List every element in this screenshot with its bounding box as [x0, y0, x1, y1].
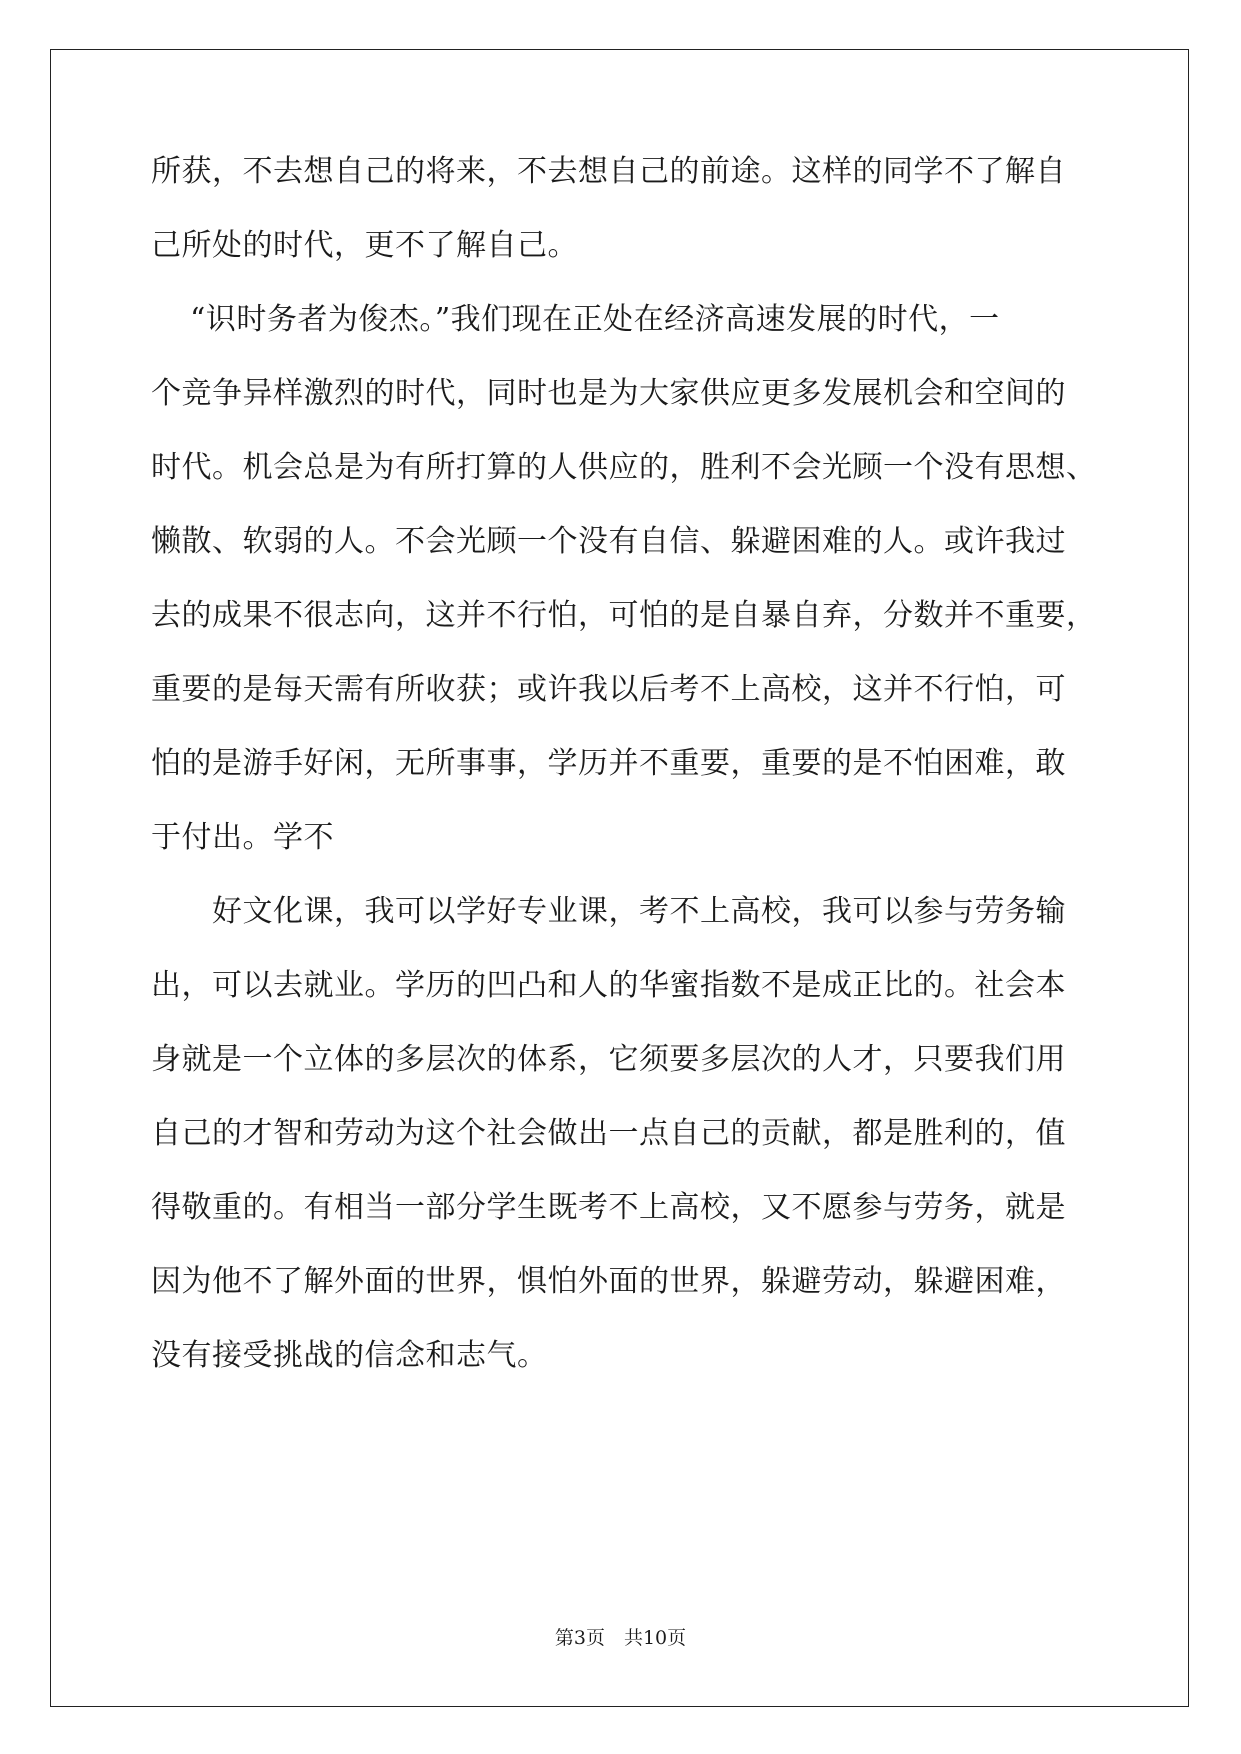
text-line: 没有接受挑战的信念和志气。: [151, 1338, 548, 1373]
page-number-footer: 第3页 共10页: [554, 1627, 687, 1649]
text-line: 所获，不去想自己的将来，不去想自己的前途。这样的同学不了解自: [151, 154, 1066, 189]
paragraph-first-line: 好文化课，我可以学好专业课，考不上高校，我可以参与劳务输: [212, 894, 1066, 929]
text-line: 得敬重的。有相当一部分学生既考不上高校，又不愿参与劳务，就是: [151, 1190, 1066, 1225]
page-border: [50, 49, 1189, 1707]
text-line: 身就是一个立体的多层次的体系，它须要多层次的人才，只要我们用: [151, 1042, 1066, 1077]
text-line: 自己的才智和劳动为这个社会做出一点自己的贡献，都是胜利的，值: [151, 1116, 1066, 1151]
text-line: 己所处的时代，更不了解自己。: [151, 228, 578, 263]
text-line: 去的成果不很志向，这并不行怕，可怕的是自暴自弃，分数并不重要，: [151, 598, 1097, 633]
text-line: 重要的是每天需有所收获；或许我以后考不上高校，这并不行怕，可: [151, 672, 1066, 707]
text-line: 个竞争异样激烈的时代，同时也是为大家供应更多发展机会和空间的: [151, 376, 1066, 411]
text-line: 怕的是游手好闲，无所事事，学历并不重要，重要的是不怕困难，敢: [151, 746, 1066, 781]
text-line: 懒散、软弱的人。不会光顾一个没有自信、躲避困难的人。或许我过: [151, 524, 1066, 559]
text-line: 时代。机会总是为有所打算的人供应的，胜利不会光顾一个没有思想、: [151, 450, 1097, 485]
paragraph-first-line: “识时务者为俊杰。”我们现在正处在经济高速发展的时代，一: [190, 302, 1000, 337]
text-line: 于付出。学不: [151, 820, 334, 855]
text-line: 因为他不了解外面的世界，惧怕外面的世界，躲避劳动，躲避困难，: [151, 1264, 1066, 1299]
text-line: 出，可以去就业。学历的凹凸和人的华蜜指数不是成正比的。社会本: [151, 968, 1066, 1003]
